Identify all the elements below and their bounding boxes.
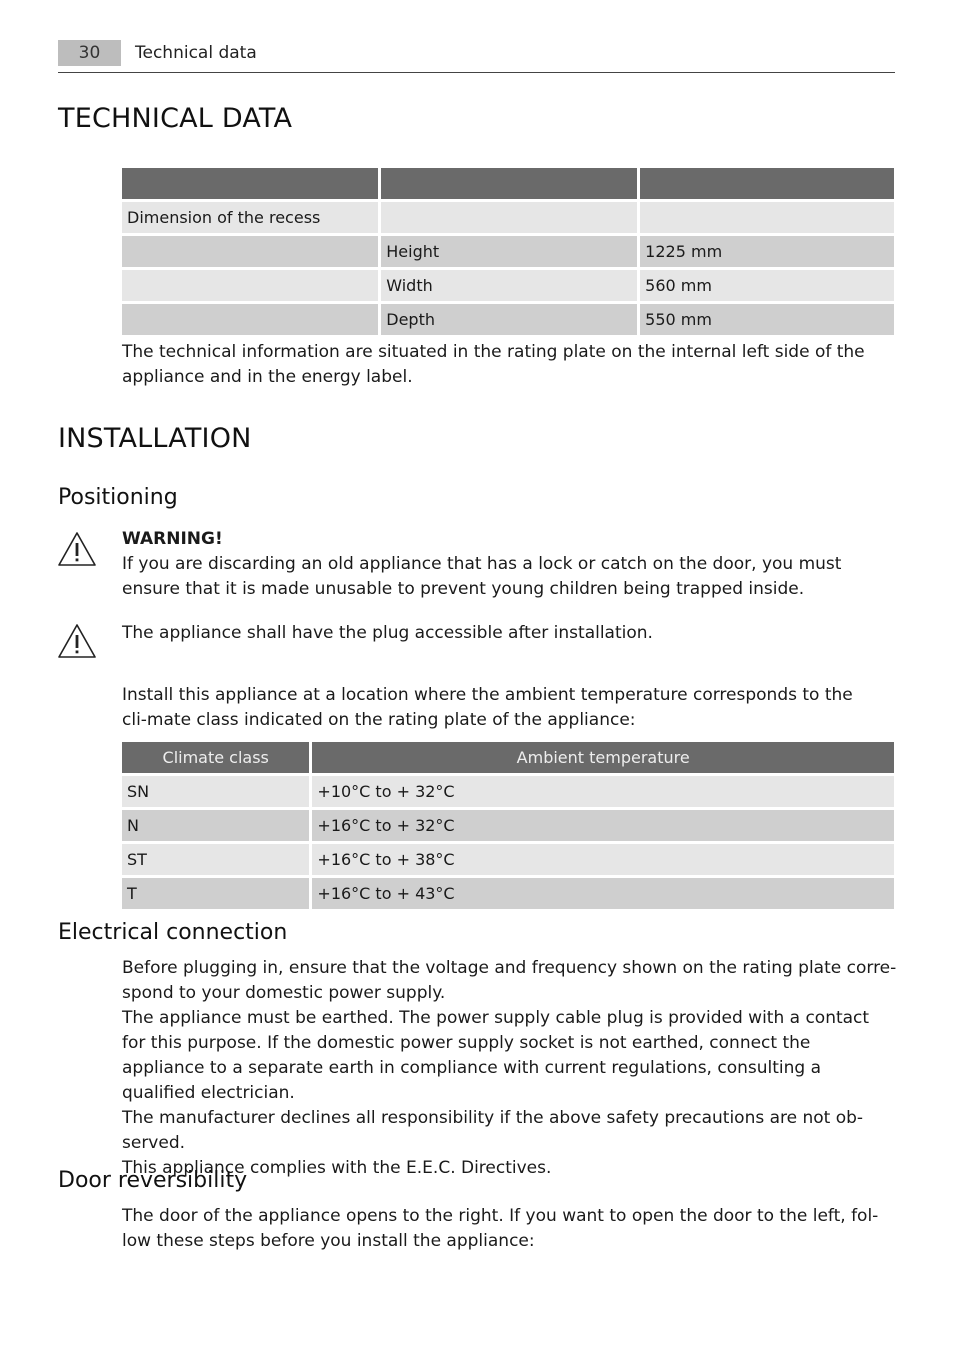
caution-text: The appliance shall have the plug accessible after installation. [122, 623, 653, 643]
climate-table [119, 739, 897, 912]
climate-class-header: Climate class [122, 742, 309, 773]
table-cell: Width [381, 270, 637, 301]
table-cell: +16°C to + 43°C [312, 878, 894, 909]
table-cell: SN [122, 776, 309, 807]
electrical-paragraph: Before plugging in, ensure that the voltage and frequency shown on the rating plate corre-spond to your domestic power supply. [122, 958, 897, 1003]
door-heading: Door reversibility [58, 1168, 248, 1193]
table-row [122, 878, 894, 909]
table-cell [122, 304, 378, 335]
ambient-temperature-header: Ambient temperature [312, 742, 894, 773]
table-cell: Height [381, 236, 637, 267]
table-cell: 1225 mm [640, 236, 894, 267]
electrical-paragraph: This appliance complies with the E.E.C. Directives. [122, 1158, 552, 1178]
header-title: Technical data [135, 43, 257, 63]
table-cell: 560 mm [640, 270, 894, 301]
warning-icon [57, 531, 97, 567]
table-cell: N [122, 810, 309, 841]
positioning-intro: Install this appliance at a location where the ambient temperature corresponds to the cli-mate class indicated on the rating plate of the appliance: [122, 685, 853, 730]
table-row [122, 236, 894, 267]
positioning-heading: Positioning [58, 485, 178, 510]
installation-heading: INSTALLATION [58, 423, 252, 454]
table-cell: +16°C to + 38°C [312, 844, 894, 875]
table-cell: 550 mm [640, 304, 894, 335]
electrical-body [122, 956, 897, 1181]
door-text: The door of the appliance opens to the right. If you want to open the door to the left, fol-low these steps before you install the appliance: [122, 1206, 879, 1251]
page-header [58, 40, 895, 73]
technical-table [119, 165, 897, 338]
table-row [122, 202, 894, 233]
table-row [122, 844, 894, 875]
table-header-cell [640, 168, 894, 199]
table-row [122, 810, 894, 841]
page-number: 30 [58, 40, 121, 66]
table-row [122, 776, 894, 807]
table-cell: +10°C to + 32°C [312, 776, 894, 807]
table-cell [122, 236, 378, 267]
technical-table-header [122, 168, 894, 199]
electrical-paragraph: The manufacturer declines all responsibility if the above safety precautions are not ob-served. [122, 1108, 864, 1153]
warning-icon [57, 623, 97, 659]
table-cell: Dimension of the recess [122, 202, 378, 233]
table-cell [640, 202, 894, 233]
technical-note: The technical information are situated in the rating plate on the internal left side of the appliance and in the energy label. [122, 342, 865, 387]
table-cell: +16°C to + 32°C [312, 810, 894, 841]
table-header-cell [122, 168, 378, 199]
table-cell: Depth [381, 304, 637, 335]
warning-text: If you are discarding an old appliance that has a lock or catch on the door, you must ensure that it is made unusable to prevent young children being trapped inside. [122, 554, 842, 599]
climate-table-header [122, 742, 894, 773]
table-row [122, 270, 894, 301]
technical-data-heading: TECHNICAL DATA [58, 103, 293, 134]
table-cell: ST [122, 844, 309, 875]
table-header-cell [381, 168, 637, 199]
electrical-heading: Electrical connection [58, 920, 288, 945]
table-cell [122, 270, 378, 301]
electrical-paragraph: The appliance must be earthed. The power supply cable plug is provided with a contact for this purpose. If the domestic power supply socket is not earthed, connect the appliance to a separate earth in compliance with current regulations, consulting a qualified electrician. [122, 1008, 870, 1103]
warning-title: WARNING! [122, 529, 223, 549]
table-row [122, 304, 894, 335]
table-cell [381, 202, 637, 233]
table-cell: T [122, 878, 309, 909]
